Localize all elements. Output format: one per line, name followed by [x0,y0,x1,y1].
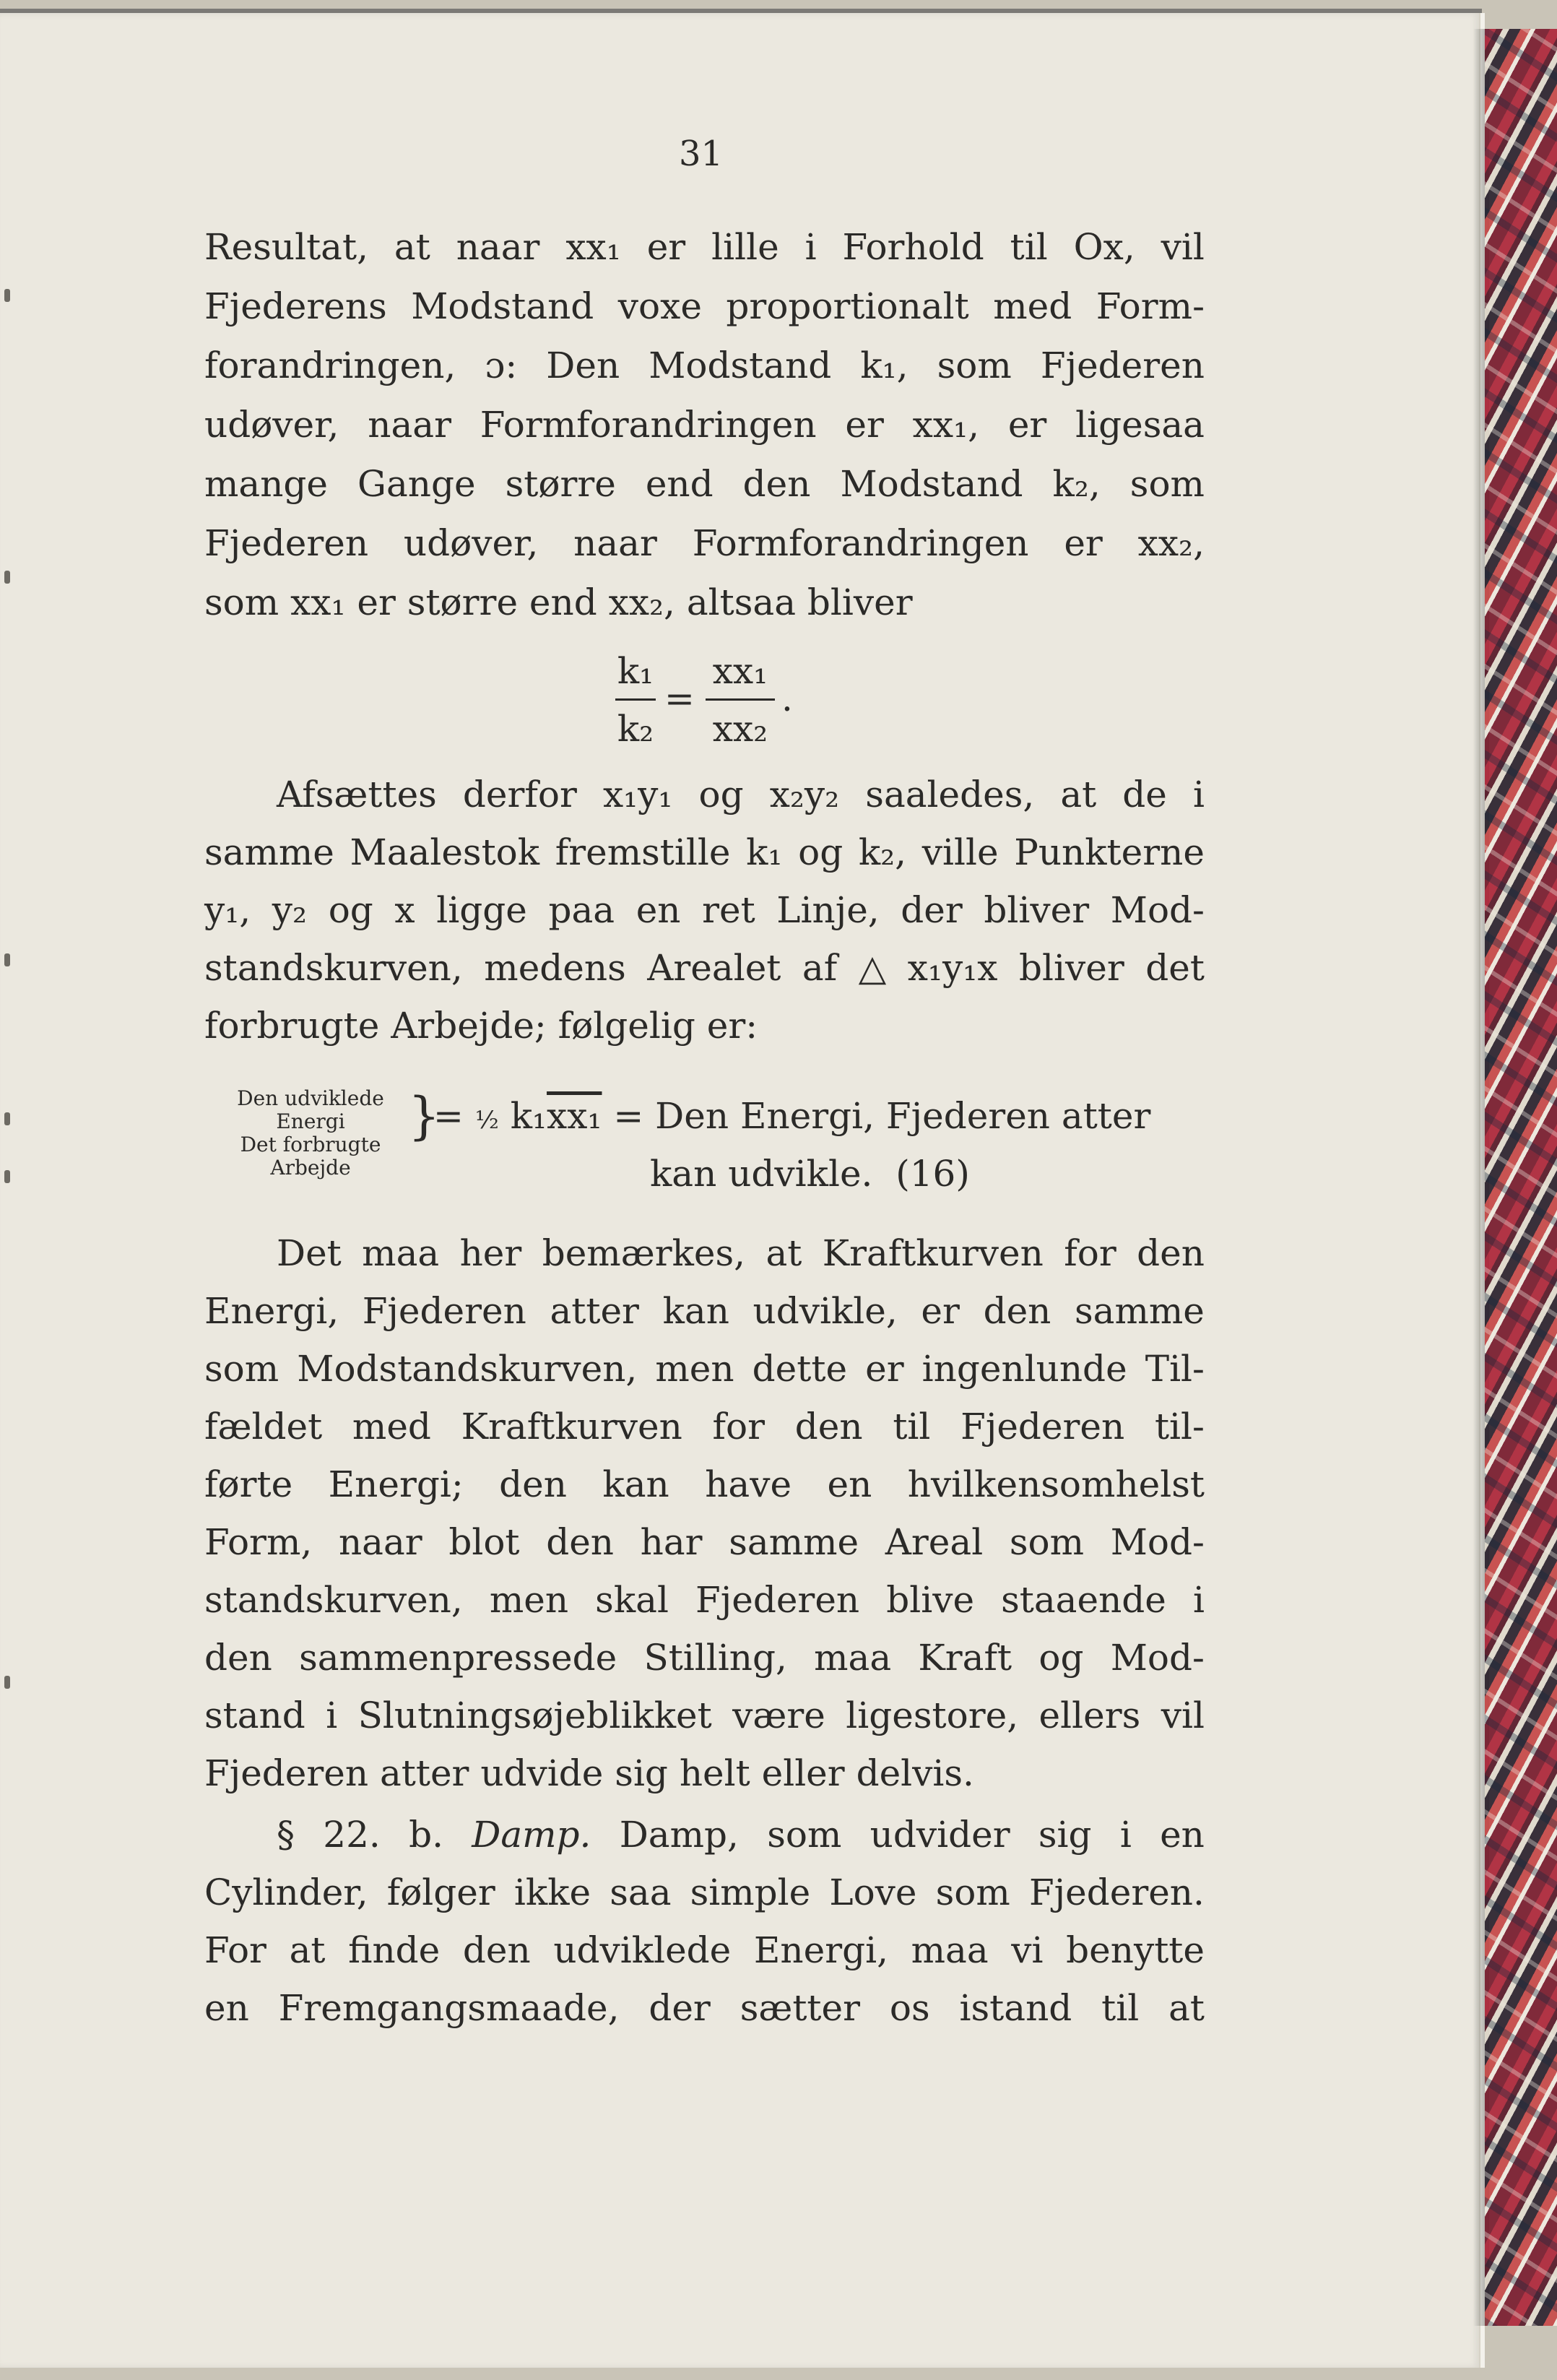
word: Fjederen. [1028,1871,1205,1913]
text-line [277,773,1205,816]
word: Areal [885,1521,984,1563]
word: den [794,1406,863,1448]
word: Slutningsøjeblikket [357,1695,712,1736]
formula-half: ½ [474,1106,499,1135]
word: Energi, [204,1290,339,1332]
word: udviklede [553,1929,732,1971]
word: Fjederens [204,285,387,327]
word: Til- [1145,1348,1205,1390]
word: og [328,889,373,931]
word: ellers [1038,1695,1141,1736]
word: en [827,1463,872,1505]
formula-rest: = Den Energi, Fjederen atter [613,1095,1151,1137]
word: ret [702,889,755,931]
word: er [1007,404,1047,446]
word: ville [921,831,999,873]
text-line [204,1578,1205,1622]
word: Punkterne [1014,831,1205,873]
word: Fjederen [695,1579,860,1621]
word: førte [204,1463,293,1505]
word: men [655,1348,734,1390]
energy-formula [433,1094,1150,1142]
word: Formforandringen [480,404,817,446]
word: Linje, [776,889,880,931]
text-line [204,285,1205,328]
text-line [204,344,1205,387]
label-line: Det forbrugte [240,1133,381,1156]
text-line [204,225,1205,269]
fraction-x-denominator: xx₂ [712,708,768,750]
word: staaende [1001,1579,1166,1621]
word: maa [814,1637,892,1679]
marbled-cover-pattern [1485,29,1557,2326]
word: ingenlunde [921,1348,1127,1390]
fraction-k-denominator: k₂ [617,708,654,750]
word: x₂y₂ [769,774,840,815]
word: x [394,889,415,931]
word: har [640,1521,703,1563]
text-line [204,831,1205,874]
word: Energi, [753,1929,888,1971]
fraction-period: . [781,678,793,719]
word: Modstand [840,463,1023,505]
word: k₁ [746,831,783,873]
word: naar [573,522,657,564]
word: ɔ: [485,345,518,386]
word: de [1122,774,1167,815]
word: simple [690,1871,811,1913]
page-number: 31 [679,134,724,174]
word: Form, [204,1521,313,1563]
word: som [204,1348,279,1390]
text-line [204,522,1205,565]
word: Arealet [647,947,781,989]
text-line [204,1694,1205,1737]
word: være [732,1695,825,1736]
word: for [712,1406,766,1448]
word: saaledes, [865,774,1035,815]
word: atter [550,1290,639,1332]
word: er [865,1348,904,1390]
word: vil [1161,226,1205,268]
word: paa [548,889,615,931]
energy-formula-line2: kan udvikle. (16) [650,1153,970,1195]
word: udøver, [204,404,339,446]
word: finde [348,1929,441,1971]
word: og [698,774,744,815]
word: have [705,1463,792,1505]
word: saa [610,1871,672,1913]
text-line [204,1636,1205,1679]
word: er [921,1290,960,1332]
fraction-bar [706,698,775,701]
word: Mod- [1110,1521,1205,1563]
word: til [1101,1987,1140,2029]
word: fremstille [555,831,731,873]
word: x₁y₁x [907,947,998,989]
word: følger [386,1871,495,1913]
word: Fjederen [362,1290,526,1332]
word: her [459,1232,522,1274]
word: en [636,889,681,931]
word: Det [277,1232,342,1274]
word: i [1192,1579,1205,1621]
word: af [802,947,838,989]
word: skal [595,1579,669,1621]
word: med [352,1406,431,1448]
word: blot [448,1521,520,1563]
word: der [901,889,963,931]
word: i [1119,1814,1132,1856]
word: til [1010,226,1048,268]
word: § [277,1814,295,1856]
brace: } [408,1086,441,1146]
text-line [204,1871,1205,1914]
word: den [742,463,811,505]
word: os [889,1987,930,2029]
word: 22. [323,1814,381,1856]
word: Fjederen [960,1406,1125,1448]
word: Modstand [411,285,594,327]
word: Kraftkurven [822,1232,1044,1274]
fraction-k-numerator: k₁ [617,650,654,692]
word: Damp, [619,1814,739,1856]
text-line [204,1463,1205,1506]
text-line [204,1520,1205,1564]
word: Fjederen [204,522,369,564]
word: ligesaa [1075,404,1205,446]
word: vil [1161,1695,1205,1736]
word: at [289,1929,326,1971]
word: sammenpressede [299,1637,617,1679]
word: ligestore, [846,1695,1019,1736]
word: er [646,226,686,268]
word: med [993,285,1072,327]
word: b. [409,1814,443,1856]
text-line [204,888,1205,932]
text-line: Fjederen atter udvide sig helt eller delvis. [204,1752,974,1794]
word: Kraftkurven [461,1406,682,1448]
word: sætter [740,1987,861,2029]
word: forandringen, [204,345,456,386]
word: den [204,1637,272,1679]
word: Den [546,345,620,386]
text-line [204,403,1205,446]
word: Fremgangsmaade, [278,1987,620,2029]
word: lille [711,226,779,268]
word: kan [602,1463,669,1505]
word: Modstandskurven, [297,1348,638,1390]
word: til [893,1406,931,1448]
word: samme [729,1521,859,1563]
word: k₂, [858,831,907,873]
formula-labels [202,1087,419,1180]
text-line [204,1405,1205,1448]
word: til- [1154,1406,1205,1448]
word: samme [204,831,334,873]
word: i [1192,774,1205,815]
word: For [204,1929,266,1971]
word: bliver [984,889,1090,931]
word: bliver [1019,947,1124,989]
word: udvider [869,1814,1010,1856]
text-line [204,1929,1205,1972]
text-line [277,1232,1205,1275]
word: Energi; [328,1463,464,1505]
word: udvikle, [753,1290,898,1332]
label-line: Den udviklede [237,1086,384,1110]
word: Damp. [472,1814,591,1856]
word: xx₁, [912,404,980,446]
word: derfor [462,774,577,815]
word: som [1129,463,1205,505]
word: en [204,1987,249,2029]
formula-xx: xx₁ [547,1095,602,1137]
word: kan [662,1290,729,1332]
word: Love [829,1871,917,1913]
word: den [499,1463,567,1505]
word: fældet [204,1406,323,1448]
word: standskurven, [204,947,463,989]
text-line [277,1813,1205,1856]
text-line [204,1289,1205,1333]
word: ikke [513,1871,591,1913]
word: Form- [1096,285,1205,327]
word: er [1064,522,1103,564]
word: at [766,1232,802,1274]
word: naar [456,226,540,268]
word: og [1038,1637,1084,1679]
word: Formforandringen [692,522,1029,564]
word: Kraft [918,1637,1012,1679]
word: at [1060,774,1097,815]
word: Maalestok [350,831,540,873]
word: bemærkes, [542,1232,746,1274]
word: Cylinder, [204,1871,368,1913]
word: maa [362,1232,440,1274]
word: i [804,226,817,268]
word: den [1137,1232,1205,1274]
word: y₂ [272,889,308,931]
word: naar [368,404,451,446]
word: mange [204,463,329,505]
word: Gange [357,463,476,505]
word: den [462,1929,531,1971]
word: k₁, [860,345,908,386]
text-line [204,946,1205,990]
word: medens [484,947,626,989]
word: Resultat, [204,226,368,268]
word: Ox, [1073,226,1135,268]
word: i [326,1695,338,1736]
word: istand [959,1987,1072,2029]
word: xx₁ [565,226,621,268]
word: Afsættes [277,774,437,815]
word: maa [911,1929,989,1971]
formula-k: k₁ [510,1095,547,1137]
word: end [645,463,714,505]
word: y₁, [204,889,251,931]
label-line: Energi [276,1109,345,1133]
word: samme [1075,1290,1205,1332]
word: den [546,1521,614,1563]
word: den [983,1290,1051,1332]
word: k₂, [1052,463,1101,505]
text-line [204,462,1205,506]
word: naar [338,1521,422,1563]
word: vi [1011,1929,1044,1971]
word: x₁y₁ [602,774,673,815]
text-line [204,1347,1205,1390]
word: for [1064,1232,1116,1274]
word: sig [1038,1814,1092,1856]
fraction-equation [614,650,793,751]
equals-sign: = [664,678,695,719]
word: Fjederen [1040,345,1205,386]
word: udøver, [403,522,539,564]
label-line: Arbejde [270,1156,351,1180]
word: større [505,463,616,505]
word: △ [858,947,887,989]
word: ligge [436,889,527,931]
word: Stilling, [643,1637,787,1679]
word: Mod- [1110,1637,1205,1679]
word: standskurven, [204,1579,463,1621]
word: hvilkensomhelst [907,1463,1205,1505]
fraction-bar [615,698,656,701]
word: som [935,1871,1010,1913]
word: der [649,1987,711,2029]
word: at [1168,1987,1205,2029]
word: stand [204,1695,305,1736]
word: Mod- [1110,889,1205,931]
formula-equals: = [433,1095,464,1137]
text-line: som xx₁ er større end xx₂, altsaa bliver [204,581,913,623]
word: at [394,226,430,268]
word: blive [886,1579,975,1621]
fraction-x-numerator: xx₁ [712,650,768,692]
word: xx₂, [1137,522,1205,564]
text-line: forbrugte Arbejde; følgelig er: [204,1005,758,1047]
word: som [937,345,1012,386]
word: er [845,404,884,446]
text-line [204,1986,1205,2030]
word: proportionalt [726,285,969,327]
word: benytte [1066,1929,1205,1971]
word: dette [752,1348,848,1390]
word: en [1160,1814,1205,1856]
word: som [1009,1521,1085,1563]
word: Modstand [649,345,832,386]
word: men [489,1579,569,1621]
word: det [1145,947,1205,989]
word: og [798,831,843,873]
word: som [767,1814,842,1856]
word: Forhold [842,226,984,268]
word: voxe [617,285,702,327]
